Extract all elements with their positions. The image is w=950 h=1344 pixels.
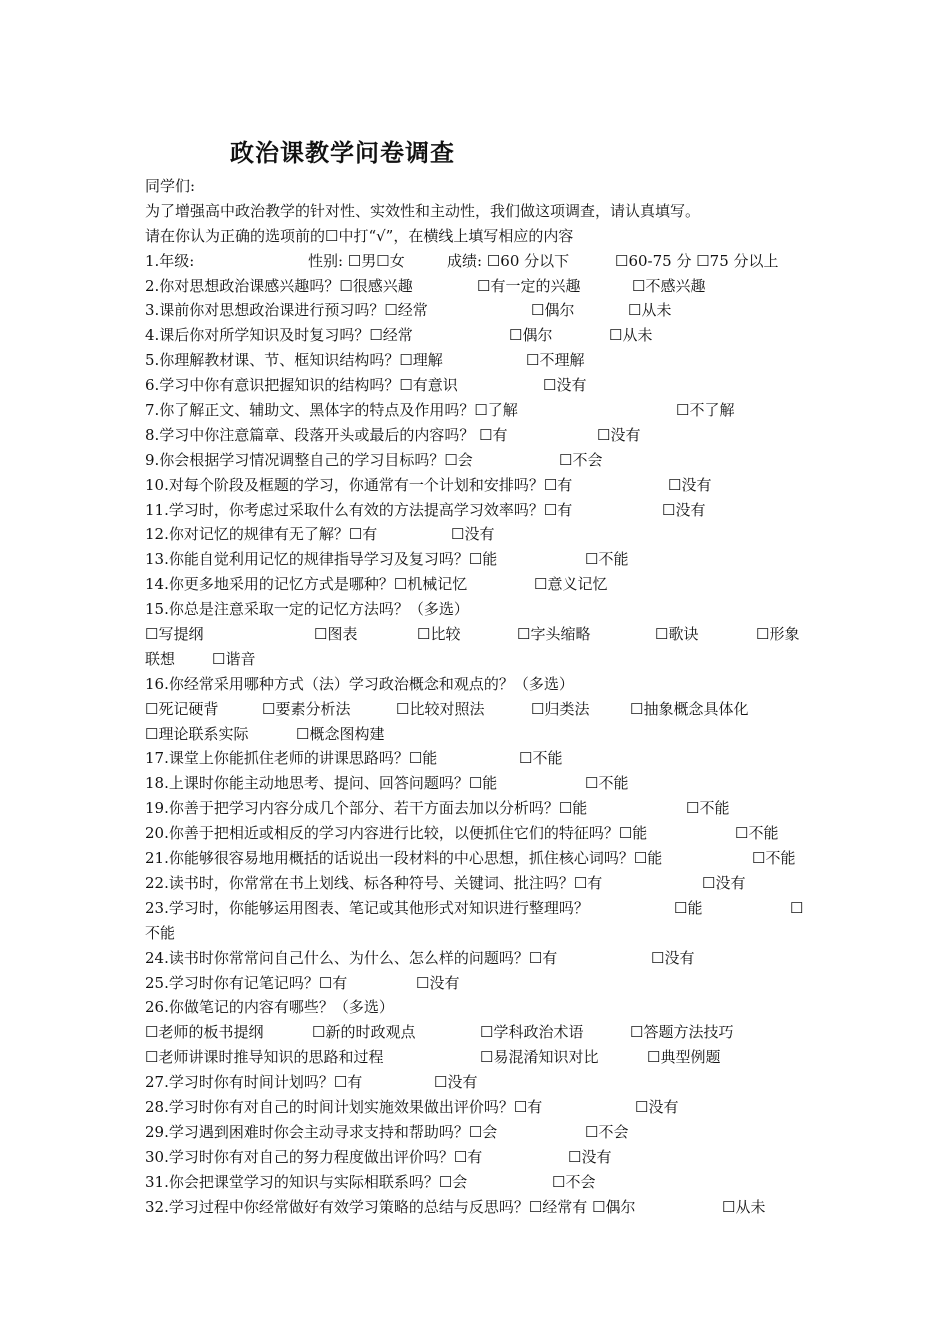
answer-option[interactable]: ☐比较对照法 <box>396 699 485 718</box>
answer-option[interactable]: ☐谐音 <box>212 649 256 668</box>
question-text: 6.学习中你有意识把握知识的结构吗？☐有意识 <box>145 376 458 395</box>
question-text: 4.课后你对所学知识及时复习吗？☐经常 <box>145 326 413 345</box>
answer-option[interactable]: ☐不理解 <box>526 351 585 370</box>
answer-option[interactable]: ☐没有 <box>635 1097 679 1116</box>
answer-option[interactable]: ☐没有 <box>662 500 706 519</box>
greeting: 同学们: <box>145 177 196 195</box>
answer-option[interactable]: ☐不能 <box>686 799 730 818</box>
question-text: 31.你会把课堂学习的知识与实际相联系吗？☐会 <box>145 1172 468 1191</box>
question-text: 联想 <box>145 649 176 668</box>
question-line <box>145 1120 815 1145</box>
question-text: 26.你做笔记的内容有哪些？（多选） <box>145 998 394 1017</box>
question-line <box>145 722 815 747</box>
answer-option[interactable]: ☐没有 <box>597 425 641 444</box>
question-line <box>145 572 815 597</box>
question-line <box>145 1070 815 1095</box>
question-text: 2.你对思想政治课感兴趣吗？☐很感兴趣 <box>145 276 413 295</box>
answer-option[interactable]: ☐不感兴趣 <box>632 276 706 295</box>
answer-option[interactable]: ☐能 <box>674 898 703 917</box>
question-text: 7.你了解正文、辅助文、黑体字的特点及作用吗？☐了解 <box>145 401 518 420</box>
question-line <box>145 846 815 871</box>
question-text: ☐理论联系实际 <box>145 724 249 743</box>
answer-option[interactable]: ☐图表 <box>314 625 358 644</box>
question-line <box>145 796 815 821</box>
question-line <box>145 821 815 846</box>
question-text: 16.你经常采用哪种方式（法）学习政治概念和观点的？（多选） <box>145 674 574 693</box>
question-text: 32.学习过程中你经常做好有效学习策略的总结与反思吗？☐经常有 ☐偶尔 <box>145 1197 636 1216</box>
answer-option[interactable]: ☐归类法 <box>531 699 590 718</box>
question-text: 29.学习遇到困难时你会主动寻求支持和帮助吗？☐会 <box>145 1122 498 1141</box>
question-line <box>145 448 815 473</box>
question-line <box>145 971 815 996</box>
question-text: 23.学习时，你能够运用图表、笔记或其他形式对知识进行整理吗？ <box>145 898 589 917</box>
question-text: ☐写提纲 <box>145 625 204 644</box>
answer-option[interactable]: ☐从未 <box>609 326 653 345</box>
answer-option[interactable]: ☐新的时政观点 <box>312 1023 416 1042</box>
answer-option[interactable]: ☐典型例题 <box>647 1048 721 1067</box>
answer-option[interactable]: ☐没有 <box>451 525 495 544</box>
question-text: ☐老师的板书提纲 <box>145 1023 264 1042</box>
answer-option[interactable]: ☐没有 <box>651 948 695 967</box>
answer-option[interactable]: ☐偶尔 <box>509 326 553 345</box>
question-line <box>145 896 815 921</box>
question-text: 20.你善于把相近或相反的学习内容进行比较，以便抓住它们的特征吗？☐能 <box>145 824 648 843</box>
answer-option[interactable]: ☐没有 <box>434 1073 478 1092</box>
question-line <box>145 1095 815 1120</box>
answer-option[interactable]: 成绩: ☐60 分以下 <box>447 251 570 270</box>
questionnaire-body <box>145 174 815 1219</box>
question-text: 25.学习时你有记笔记吗？☐有 <box>145 973 348 992</box>
question-line <box>145 398 815 423</box>
answer-option[interactable]: ☐字头缩略 <box>517 625 591 644</box>
answer-option[interactable]: ☐有一定的兴趣 <box>477 276 581 295</box>
answer-option[interactable]: ☐不会 <box>552 1172 596 1191</box>
answer-option[interactable]: ☐学科政治术语 <box>480 1023 584 1042</box>
question-text: 22.读书时，你常常在书上划线、标各种符号、关键词、批注吗？☐有 <box>145 873 603 892</box>
answer-option[interactable]: ☐比较 <box>417 625 461 644</box>
answer-option[interactable]: ☐偶尔 <box>531 301 575 320</box>
question-line <box>145 622 815 647</box>
question-line <box>145 423 815 448</box>
answer-option[interactable]: ☐意义记忆 <box>534 575 608 594</box>
question-line <box>145 373 815 398</box>
answer-option[interactable]: ☐没有 <box>702 873 746 892</box>
answer-option[interactable]: ☐形象 <box>756 625 800 644</box>
answer-option[interactable]: ☐60-75 分 ☐75 分以上 <box>615 251 779 270</box>
question-line <box>145 249 815 274</box>
question-text: 12.你对记忆的规律有无了解？☐有 <box>145 525 378 544</box>
question-text: 10.对每个阶段及框题的学习，你通常有一个计划和安排吗？☐有 <box>145 475 573 494</box>
question-text: 18.上课时你能主动地思考、提问、回答问题吗？☐能 <box>145 774 498 793</box>
question-text: 8.学习中你注意篇章、段落开头或最后的内容吗？ ☐有 <box>145 425 508 444</box>
question-line <box>145 522 815 547</box>
answer-option[interactable]: ☐没有 <box>568 1147 612 1166</box>
question-line <box>145 348 815 373</box>
question-text: 5.你理解教材课、节、框知识结构吗？☐理解 <box>145 351 443 370</box>
question-text: 9.你会根据学习情况调整自己的学习目标吗？☐会 <box>145 450 473 469</box>
question-text: 1.年级: <box>145 251 195 270</box>
answer-option[interactable]: ☐没有 <box>543 376 587 395</box>
answer-option[interactable]: ☐不能 <box>735 824 779 843</box>
question-line <box>145 647 815 672</box>
answer-option[interactable]: ☐抽象概念具体化 <box>630 699 749 718</box>
answer-option[interactable]: ☐不能 <box>585 550 629 569</box>
question-line <box>145 697 815 722</box>
answer-option[interactable]: ☐易混淆知识对比 <box>480 1048 599 1067</box>
question-text: 19.你善于把学习内容分成几个部分、若干方面去加以分析吗？☐能 <box>145 799 588 818</box>
question-text: 14.你更多地采用的记忆方式是哪种？☐机械记忆 <box>145 575 468 594</box>
question-text: 17.课堂上你能抓住老师的讲课思路吗？☐能 <box>145 749 438 768</box>
question-line <box>145 1195 815 1220</box>
answer-option[interactable]: ☐不会 <box>585 1122 629 1141</box>
question-line <box>145 547 815 572</box>
answer-option[interactable]: ☐答题方法技巧 <box>630 1023 734 1042</box>
question-text: 24.读书时你常常问自己什么、为什么、怎么样的问题吗？☐有 <box>145 948 558 967</box>
answer-option[interactable]: ☐没有 <box>668 475 712 494</box>
question-text: 28.学习时你有对自己的时间计划实施效果做出评价吗？☐有 <box>145 1097 543 1116</box>
question-line <box>145 473 815 498</box>
question-line <box>145 1145 815 1170</box>
answer-option[interactable]: ☐概念图构建 <box>296 724 385 743</box>
question-line <box>145 274 815 299</box>
page-title: 政治课教学问卷调查 <box>230 138 455 167</box>
question-text: ☐死记硬背 <box>145 699 219 718</box>
question-line <box>145 1020 815 1045</box>
question-text: 15.你总是注意采取一定的记忆方法吗？（多选） <box>145 600 469 619</box>
intro-text: 为了增强高中政治教学的针对性、实效性和主动性，我们做这项调查，请认真填写。 <box>145 201 701 220</box>
question-line <box>145 771 815 796</box>
question-line <box>145 871 815 896</box>
question-text: 11.学习时，你考虑过采取什么有效的方法提高学习效率吗？☐有 <box>145 500 573 519</box>
answer-option[interactable]: ☐从未 <box>722 1197 766 1216</box>
question-text: 21.你能够很容易地用概括的话说出一段材料的中心思想，抓住核心词吗？☐能 <box>145 849 663 868</box>
question-line <box>145 995 815 1020</box>
instruction-text: 请在你认为正确的选项前的☐中打“√”，在横线上填写相应的内容 <box>145 226 574 245</box>
question-line <box>145 597 815 622</box>
question-line <box>145 1045 815 1070</box>
answer-option[interactable]: 性别: ☐男☐女 <box>308 251 405 270</box>
answer-option[interactable]: ☐ <box>790 898 804 917</box>
answer-option[interactable]: ☐不能 <box>752 849 796 868</box>
answer-option[interactable]: ☐没有 <box>416 973 460 992</box>
question-line <box>145 1170 815 1195</box>
answer-option[interactable]: ☐不会 <box>559 450 603 469</box>
answer-option[interactable]: ☐不能 <box>585 774 629 793</box>
question-line <box>145 323 815 348</box>
question-line <box>145 298 815 323</box>
answer-option[interactable]: ☐不能 <box>519 749 563 768</box>
answer-option[interactable]: ☐要素分析法 <box>262 699 351 718</box>
question-text: 3.课前你对思想政治课进行预习吗？☐经常 <box>145 301 428 320</box>
question-list <box>145 249 815 1220</box>
question-line <box>145 946 815 971</box>
question-line <box>145 498 815 523</box>
answer-option[interactable]: ☐不了解 <box>676 401 735 420</box>
question-text: 13.你能自觉利用记忆的规律指导学习及复习吗？☐能 <box>145 550 498 569</box>
answer-option[interactable]: ☐从未 <box>628 301 672 320</box>
question-line <box>145 921 815 946</box>
question-line <box>145 746 815 771</box>
question-text: 30.学习时你有对自己的努力程度做出评价吗？☐有 <box>145 1147 483 1166</box>
question-text: 不能 <box>145 923 176 942</box>
question-text: ☐老师讲课时推导知识的思路和过程 <box>145 1048 384 1067</box>
question-line <box>145 672 815 697</box>
question-text: 27.学习时你有时间计划吗？☐有 <box>145 1073 363 1092</box>
answer-option[interactable]: ☐歌诀 <box>655 625 699 644</box>
